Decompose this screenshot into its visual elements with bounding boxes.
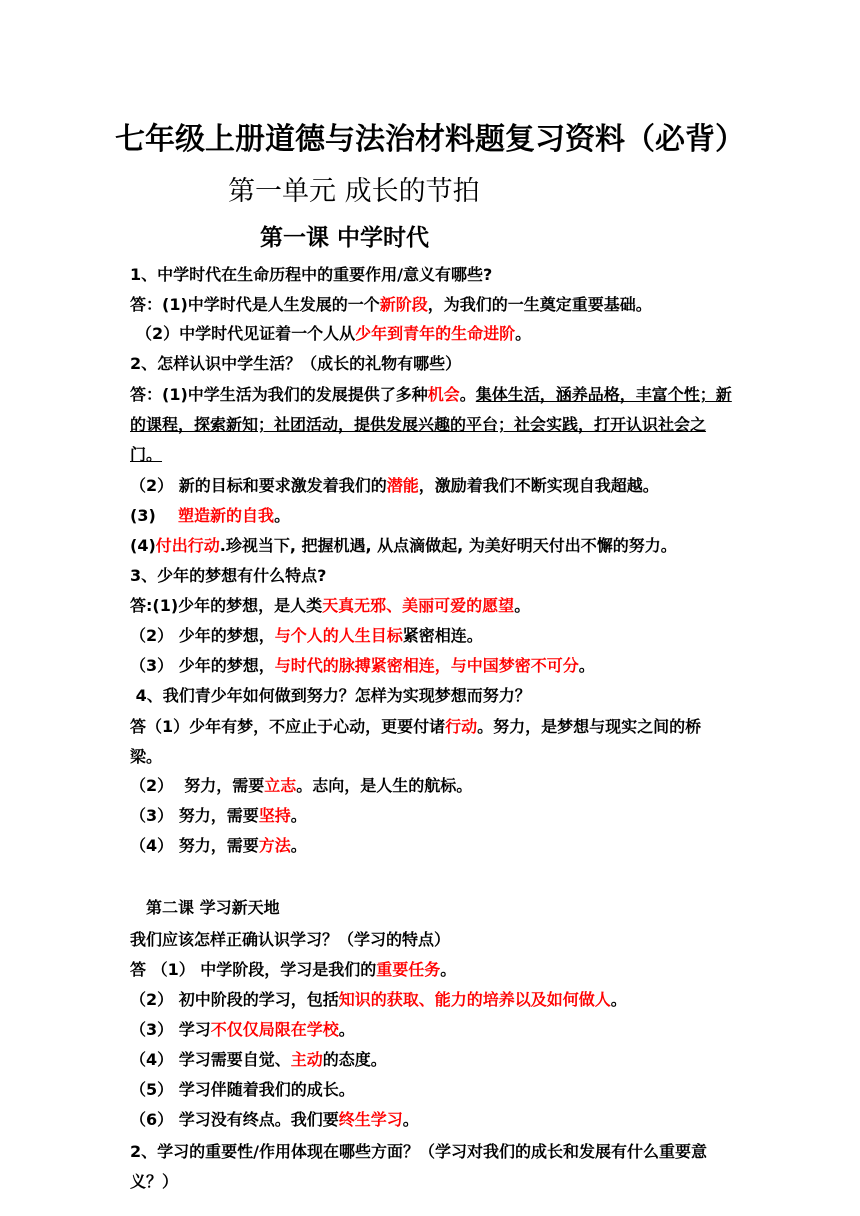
- answer-text: 。: [514, 596, 531, 615]
- answer-text: .珍视当下, 把握机遇, 从点滴做起, 为美好明天付出不懈的努力。: [219, 536, 677, 555]
- answer-text: 。: [440, 960, 457, 979]
- answer-text: 。: [338, 1020, 355, 1039]
- question-2: 2、怎样认识中学生活？（成长的礼物有哪些）: [130, 354, 462, 373]
- key-point: 终生学习: [338, 1110, 403, 1129]
- answer-4-2: [130, 773, 472, 799]
- answer-text: 。志向，是人生的航标。: [296, 776, 473, 795]
- lesson-2-heading: 第二课 学习新天地: [146, 898, 280, 917]
- answer-text: 。: [402, 1110, 419, 1129]
- key-point: 潜能: [386, 476, 419, 495]
- answer-text: （3） 少年的梦想，: [130, 656, 275, 675]
- answer-2-3: [130, 503, 290, 529]
- answer-text: (4): [130, 536, 156, 555]
- key-point: 天真无邪、美丽可爱的愿望: [322, 596, 515, 615]
- document-title: 七年级上册道德与法治材料题复习资料（必背）: [115, 122, 745, 157]
- key-point: 知识的获取、能力的培养以及如何做人: [338, 990, 611, 1009]
- key-point: 与个人的人生目标: [274, 626, 403, 645]
- answer-text: （4） 努力，需要: [130, 836, 259, 855]
- answer-text: 。: [578, 656, 595, 675]
- answer-text: （3） 学习: [130, 1020, 211, 1039]
- key-point: 机会: [427, 385, 460, 404]
- question-4: 4、我们青少年如何做到努力？怎样为实现梦想而努力？: [130, 686, 531, 705]
- answer-2-1: [130, 380, 732, 470]
- key-point: 方法: [258, 836, 291, 855]
- key-point: 新阶段: [379, 295, 428, 314]
- answer-5-6: [130, 1107, 419, 1133]
- answer-2-2: [130, 473, 659, 499]
- answer-text: 。: [290, 806, 307, 825]
- answer-text: （2） 新的目标和要求激发着我们的: [130, 476, 387, 495]
- answer-text: 。: [459, 385, 476, 404]
- answer-text: 答:(1)少年的梦想，是人类: [130, 596, 323, 615]
- answer-text: 的态度。: [322, 1050, 387, 1069]
- answer-text: 答：(1)中学生活为我们的发展提供了多种: [130, 385, 428, 404]
- answer-text: （3） 努力，需要: [130, 806, 259, 825]
- answer-2-4: [130, 533, 677, 559]
- key-point: 坚持: [258, 806, 291, 825]
- answer-5-2: [130, 987, 627, 1013]
- answer-text: ，激励着我们不断实现自我超越。: [418, 476, 659, 495]
- answer-text: 紧密相连。: [402, 626, 483, 645]
- answer-5-1: [130, 957, 456, 983]
- key-point: 塑造新的自我: [178, 506, 275, 525]
- answer-1-1: [130, 292, 652, 318]
- key-point: 付出行动: [155, 536, 220, 555]
- answer-3-3: [130, 653, 595, 679]
- key-point: 少年到青年的生命进阶: [355, 324, 516, 343]
- answer-text: （6） 学习没有终点。我们要: [130, 1110, 339, 1129]
- answer-text: 。努力，是梦想与现实之间的桥梁。: [130, 717, 702, 766]
- key-point: 行动: [445, 717, 478, 736]
- answer-5-4: [130, 1047, 387, 1073]
- answer-text: （4） 学习需要自觉、: [130, 1050, 291, 1069]
- question-5: 我们应该怎样正确认识学习？（学习的特点）: [130, 930, 451, 949]
- key-point: 与时代的脉搏紧密相连，与中国梦密不可分: [274, 656, 579, 675]
- key-point: 不仅仅局限在学校: [210, 1020, 339, 1039]
- unit-heading: 第一单元 成长的节拍: [228, 176, 480, 207]
- answer-5-3: [130, 1017, 355, 1043]
- key-point: 重要任务: [376, 960, 441, 979]
- question-1: 1、中学时代在生命历程中的重要作用/意义有哪些?: [130, 265, 493, 284]
- answer-text: 答：(1)中学时代是人生发展的一个: [130, 295, 380, 314]
- answer-5-5: （5） 学习伴随着我们的成长。: [130, 1080, 355, 1099]
- answer-text: ，为我们的一生奠定重要基础。: [427, 295, 652, 314]
- answer-text: （2） 初中阶段的学习，包括: [130, 990, 339, 1009]
- answer-text: 。: [515, 324, 532, 343]
- lesson-1-heading: 第一课 中学时代: [260, 225, 430, 251]
- question-6: 2、学习的重要性/作用体现在哪些方面？（学习对我们的成长和发展有什么重要意义？）: [130, 1142, 707, 1191]
- key-point: 主动: [290, 1050, 323, 1069]
- answer-text: 。: [610, 990, 627, 1009]
- underlined-text: 集体生活，涵养品格，丰富个性；新的课程，探索新知；社团活动，提供发展兴趣的平台；社会实践，打开认识社会之门。: [130, 385, 732, 464]
- answer-1-2: [136, 321, 531, 347]
- key-point: 立志: [264, 776, 297, 795]
- answer-text: （2） 少年的梦想，: [130, 626, 275, 645]
- answer-text: 答 （1） 中学阶段，学习是我们的: [130, 960, 377, 979]
- answer-text: （2） 努力，需要: [130, 776, 265, 795]
- answer-text: （2）中学时代见证着一个人从: [136, 324, 356, 343]
- answer-3-2: [130, 623, 483, 649]
- answer-4-4: [130, 833, 307, 859]
- answer-text: 。: [290, 836, 307, 855]
- question-3: 3、少年的梦想有什么特点?: [130, 566, 327, 585]
- answer-4-1: [130, 712, 732, 772]
- answer-3-1: [130, 593, 530, 619]
- answer-4-3: [130, 803, 307, 829]
- answer-text: 答（1）少年有梦，不应止于心动，更要付诸: [130, 717, 446, 736]
- answer-text: 。: [274, 506, 291, 525]
- answer-text: (3): [130, 506, 179, 525]
